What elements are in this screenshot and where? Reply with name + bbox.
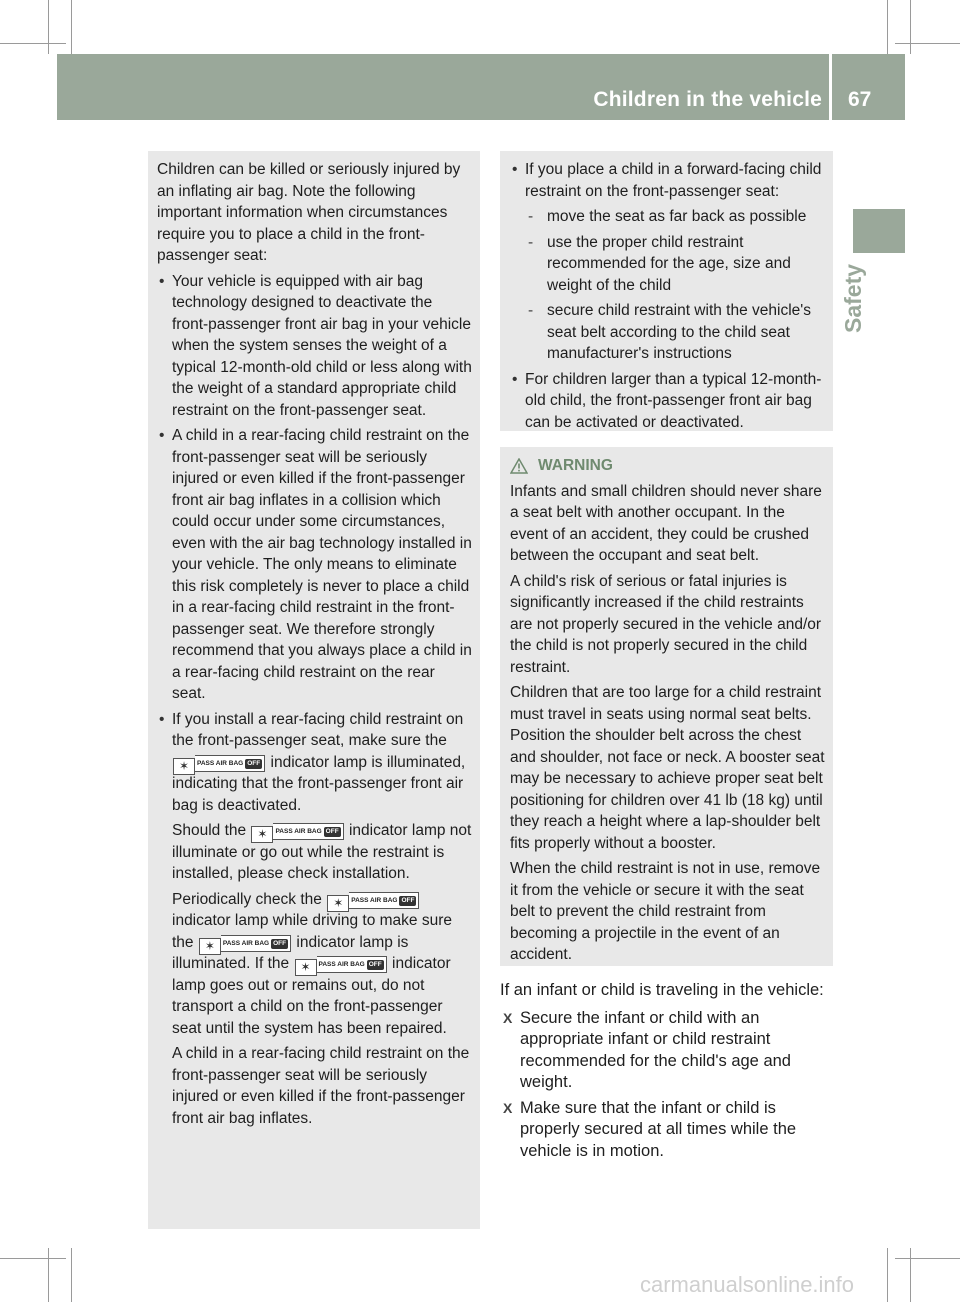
dash-item: - use the proper child restraint recommended for the age, size and weight of the child (525, 232, 825, 297)
paragraph-text: indicator lamp goes out or remains out, do not transport a child on the front-passenger seat until the system has been repaired. (172, 955, 451, 1037)
section-tab-label: Safety (840, 263, 866, 333)
lamp-state: OFF (273, 939, 287, 947)
crop-mark (48, 0, 49, 54)
dash-item: - secure child restraint with the vehicle's seat belt according to the child seat manufacturer's instructions (525, 300, 825, 365)
list-item: • A child in a rear-facing child restraint on the front-passenger seat will be seriously injured or even killed if the front-passenger front air bag inflates in a collision which could occur under some circumstances, even with the air bag technology installed in your vehicle. The only means to eliminate this risk completely is never to place a child in a rear-facing child restraint in the front-passenger seat. We therefore strongly recommend that you always place a child in a rear-facing child restraint on the rear seat. (157, 425, 472, 705)
warning-paragraph: When the child restraint is not in use, remove it from the vehicle or secure it with the seat belt to prevent the child restraint from becoming a projectile in the event of an accident. (510, 860, 821, 963)
airbag-off-indicator-icon: ✶ PASS AIR BAG OFF (295, 956, 387, 973)
bullet-text: If you place a child in a forward-facing child restraint on the front-passenger seat: (525, 161, 822, 200)
warning-panel (500, 447, 833, 966)
dash-item: - move the seat as far back as possible (525, 206, 825, 228)
right-bullet-list (510, 159, 825, 433)
intro-paragraph: Children can be killed or seriously injured by an inflating air bag. Note the following important information when circumstances require you to place a child in the front-passenger seat: (157, 161, 461, 264)
main-body (500, 980, 833, 1166)
crop-mark (0, 43, 66, 44)
list-item (510, 159, 825, 365)
step-item: X Secure the infant or child with an appropriate infant or child restraint recommended for the child's age and weight. (500, 1008, 833, 1094)
lamp-symbol: PASS AIR BAG (275, 828, 322, 835)
list-item: • For children larger than a typical 12-month-old child, the front-passenger front air bag can be activated or deactivated. (510, 369, 825, 434)
crop-mark (71, 0, 72, 54)
lamp-symbol: PASS AIR BAG (351, 896, 398, 904)
warning-paragraph: Infants and small children should never share a seat belt with another occupant. In the event of an accident, they could be crushed between the occupant and seat belt. (510, 482, 822, 564)
step-item: X Make sure that the infant or child is properly secured at all times while the vehicle is in motion. (500, 1098, 833, 1163)
lamp-symbol: PASS AIR BAG (197, 759, 244, 767)
bullet-text: If you install a rear-facing child restraint on the front-passenger seat, make sure the (172, 710, 464, 749)
lamp-state: OFF (368, 961, 382, 968)
airbag-off-indicator-icon: ✶ PASS AIR BAG OFF (199, 935, 291, 952)
watermark: carmanualsonline.info (640, 1272, 855, 1297)
lead-paragraph: If an infant or child is traveling in the vehicle: (500, 981, 824, 999)
airbag-off-indicator-icon: ✶ PASS AIR BAG OFF (251, 823, 343, 840)
crop-mark (71, 1248, 72, 1302)
section-tab-marker (853, 209, 905, 253)
crop-mark (910, 1248, 911, 1302)
crop-mark (895, 43, 960, 44)
step-list (500, 1008, 833, 1163)
right-info-panel (500, 151, 833, 431)
lamp-state: OFF (401, 896, 415, 904)
paragraph-text: Should the (172, 822, 247, 839)
dash-list (525, 206, 825, 365)
list-item (157, 709, 472, 817)
child-seat-icon: ✶ (173, 758, 195, 775)
crop-mark (0, 1258, 66, 1259)
lamp-state: OFF (325, 828, 339, 835)
paragraph-text: indicator lamp not illuminate or go out while the restraint is installed, please check installation. (172, 822, 472, 882)
paragraph-text: indicator lamp while driving to make sure the (172, 912, 452, 951)
bullet-text: indicator lamp is illuminated, indicating that the front-passenger front air bag is deactivated. (172, 753, 466, 814)
crop-mark (910, 0, 911, 54)
crop-mark (895, 1258, 960, 1259)
warning-triangle-icon (510, 458, 528, 474)
body-paragraph (157, 820, 472, 885)
warning-header (510, 455, 825, 477)
crop-mark (48, 1248, 49, 1302)
left-info-panel (148, 151, 480, 1229)
paragraph-text: Periodically check the (172, 890, 322, 908)
airbag-off-indicator-icon: ✶ PASS AIR BAG OFF (327, 892, 419, 909)
warning-paragraph: A child's risk of serious or fatal injuries is significantly increased if the child restraints are not properly secured in the vehicle and/or the child is not properly secured in the child restraint. (510, 572, 822, 676)
list-item: • Your vehicle is equipped with air bag technology designed to deactivate the front-passenger front air bag in your vehicle when the system senses the weight of a typical 12-month-old child or less along with the weight of a standard appropriate child restraint on the front-passenger seat. (157, 271, 472, 422)
left-bullet-list (157, 271, 472, 817)
page-number: 67 (848, 88, 872, 111)
lamp-state: OFF (247, 759, 261, 767)
lamp-symbol: PASS AIR BAG (222, 939, 270, 947)
header-divider (829, 54, 832, 120)
warning-paragraph: Children that are too large for a child restraint must travel in seats using normal seat belts. Position the shoulder belt across the chest and shoulder, not face or neck. A booster seat may be necessary to achieve proper seat belt positioning for children over 41 lb (18 kg) until they reach a height where a lap-shoulder belt fits properly without a booster. (510, 684, 825, 852)
airbag-off-indicator-icon (173, 755, 265, 772)
body-paragraph (157, 889, 472, 1040)
lamp-symbol: PASS AIR BAG (318, 961, 365, 968)
crop-mark (887, 0, 888, 54)
page-title: Children in the vehicle (593, 88, 822, 111)
body-paragraph: A child in a rear-facing child restraint on the front-passenger seat will be seriously injured or even killed if the front-passenger front air bag inflates. (172, 1045, 470, 1127)
crop-mark (887, 1248, 888, 1302)
paragraph-text: indicator lamp is illuminated. If the (172, 933, 409, 972)
warning-title: WARNING (538, 457, 613, 474)
